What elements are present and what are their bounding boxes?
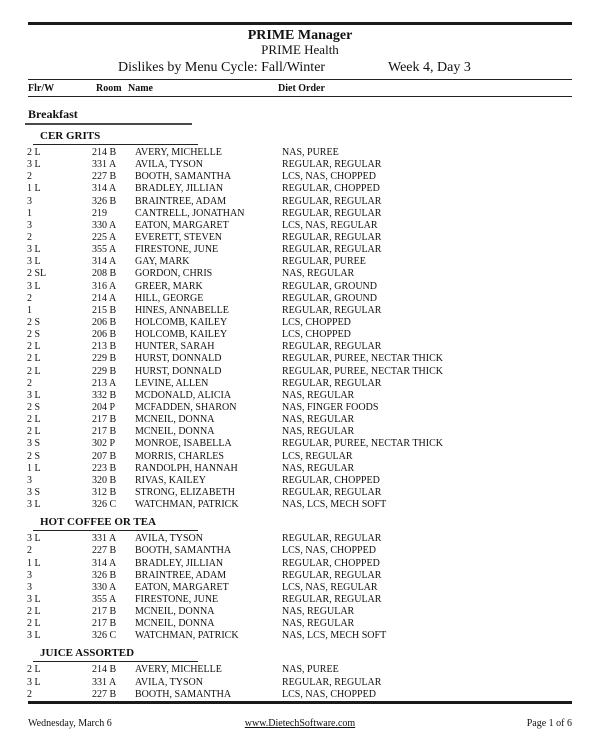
top-rule (28, 22, 572, 25)
cell-name: WATCHMAN, PATRICK (135, 630, 239, 642)
cell-flr-w: 2 (27, 377, 32, 389)
cell-diet-order: REGULAR, REGULAR (282, 231, 382, 243)
sections (28, 130, 572, 701)
cell-flr-w: 3 L (27, 389, 41, 401)
cell-name: BRAINTREE, ADAM (135, 569, 227, 581)
table-row (28, 256, 572, 268)
cell-flr-w: 2 L (27, 414, 41, 426)
table-row (28, 281, 572, 293)
cell-flr-w: 2 L (27, 618, 41, 630)
table-row (28, 341, 572, 353)
cell-room: 225 A (92, 231, 117, 243)
cell-diet-order: NAS, REGULAR (282, 389, 355, 401)
cell-diet-order: REGULAR, REGULAR (282, 593, 382, 605)
cell-diet-order: REGULAR, PUREE (282, 256, 366, 268)
table-row (28, 232, 572, 244)
cell-diet-order: REGULAR, CHOPPED (282, 183, 380, 195)
cell-room: 331 A (92, 533, 117, 545)
cell-flr-w: 2 S (27, 401, 41, 413)
cell-flr-w: 2 (27, 171, 32, 183)
meal-block (28, 107, 572, 125)
table-row (28, 147, 572, 159)
cell-diet-order: NAS, REGULAR (282, 268, 355, 280)
table-row (28, 208, 572, 220)
cell-diet-order: REGULAR, REGULAR (282, 486, 382, 498)
cell-room: 316 A (92, 280, 117, 292)
table-row (28, 677, 572, 689)
cell-room: 326 B (92, 569, 117, 581)
cell-room: 312 B (92, 486, 117, 498)
cell-room: 207 B (92, 450, 117, 462)
cell-room: 330 A (92, 581, 117, 593)
cell-diet-order: REGULAR, CHOPPED (282, 557, 380, 569)
cell-flr-w: 2 L (27, 147, 41, 158)
cell-name: WATCHMAN, PATRICK (135, 499, 239, 511)
cell-name: MCNEIL, DONNA (135, 426, 215, 438)
cell-room: 227 B (92, 688, 117, 700)
footer-website-link[interactable]: www.DietechSoftware.com (244, 718, 356, 729)
meal-underline (25, 123, 192, 125)
cell-flr-w: 1 (27, 304, 32, 316)
cell-diet-order: NAS, LCS, MECH SOFT (282, 499, 387, 511)
cell-flr-w: 3 (27, 581, 32, 593)
table-row (28, 463, 572, 475)
cell-name: HUNTER, SARAH (135, 341, 215, 353)
cell-flr-w: 3 L (27, 159, 41, 171)
cell-flr-w: 2 L (27, 365, 41, 377)
cell-flr-w: 2 L (27, 606, 41, 618)
cell-diet-order: REGULAR, PUREE, NECTAR THICK (282, 438, 443, 450)
cell-name: CANTRELL, JONATHAN (135, 207, 245, 219)
cell-flr-w: 2 L (27, 664, 41, 676)
cell-flr-w: 3 L (27, 499, 41, 511)
app-title: PRIME Manager (247, 28, 353, 43)
cell-name: LEVINE, ALLEN (135, 377, 209, 389)
table-row (28, 378, 572, 390)
cell-flr-w: 3 (27, 474, 32, 486)
cell-diet-order: REGULAR, CHOPPED (282, 474, 380, 486)
column-header-name: Name (128, 83, 153, 94)
table-row (28, 196, 572, 208)
cell-diet-order: LCS, NAS, CHOPPED (282, 688, 376, 700)
table-row (28, 570, 572, 582)
cell-diet-order: REGULAR, REGULAR (282, 569, 382, 581)
meal-title: Breakfast (28, 107, 78, 121)
cell-diet-order: LCS, NAS, CHOPPED (282, 171, 376, 183)
table-row (28, 558, 572, 570)
cell-name: EATON, MARGARET (135, 581, 229, 593)
cell-name: AVILA, TYSON (135, 159, 203, 171)
menu-item-underline (33, 530, 198, 531)
cell-diet-order: LCS, REGULAR (282, 450, 353, 462)
table-row (28, 606, 572, 618)
cell-diet-order: NAS, REGULAR (282, 606, 355, 618)
cell-diet-order: NAS, REGULAR (282, 426, 355, 438)
table-row (28, 475, 572, 487)
cell-name: AVERY, MICHELLE (135, 147, 222, 158)
cell-name: HOLCOMB, KAILEY (135, 329, 228, 341)
cell-room: 215 B (92, 304, 117, 316)
cell-room: 314 A (92, 557, 117, 569)
table-row (28, 664, 572, 676)
cell-room: 206 B (92, 316, 117, 328)
table-row (28, 353, 572, 365)
cell-room: 314 A (92, 256, 117, 268)
cell-flr-w: 3 L (27, 256, 41, 268)
table-row (28, 366, 572, 378)
section-rows (28, 147, 572, 511)
table-row (28, 244, 572, 256)
cell-name: RIVAS, KAILEY (135, 474, 206, 486)
cell-room: 204 P (92, 401, 116, 413)
cell-name: BOOTH, SAMANTHA (135, 545, 232, 557)
footer-date: Wednesday, March 6 (28, 718, 112, 729)
column-header-room: Room (96, 83, 122, 94)
cell-diet-order: NAS, REGULAR (282, 618, 355, 630)
cell-name: BRADLEY, JILLIAN (135, 557, 224, 569)
table-row (28, 268, 572, 280)
cell-room: 332 B (92, 389, 117, 401)
cell-room: 229 B (92, 353, 117, 365)
table-row (28, 438, 572, 450)
table-row (28, 402, 572, 414)
cell-flr-w: 1 (27, 207, 32, 219)
menu-item-section (28, 516, 572, 642)
cell-room: 214 B (92, 147, 117, 158)
cell-flr-w: 2 SL (27, 268, 47, 280)
cell-name: BOOTH, SAMANTHA (135, 171, 232, 183)
cell-name: AVERY, MICHELLE (135, 664, 222, 676)
cell-flr-w: 3 S (27, 438, 41, 450)
cell-flr-w: 2 (27, 545, 32, 557)
menu-item-underline (33, 144, 198, 145)
cell-flr-w: 1 L (27, 183, 41, 195)
cell-diet-order: LCS, NAS, CHOPPED (282, 545, 376, 557)
cell-room: 213 B (92, 341, 117, 353)
cell-diet-order: LCS, NAS, REGULAR (282, 581, 378, 593)
cell-diet-order: REGULAR, REGULAR (282, 304, 382, 316)
cell-diet-order: LCS, NAS, REGULAR (282, 219, 378, 231)
table-row (28, 689, 572, 701)
table-row (28, 630, 572, 642)
cell-name: HURST, DONNALD (135, 365, 222, 377)
cell-diet-order: REGULAR, REGULAR (282, 207, 382, 219)
cell-room: 217 B (92, 618, 117, 630)
cell-room: 223 B (92, 462, 117, 474)
cell-room: 314 A (92, 183, 117, 195)
cell-diet-order: REGULAR, REGULAR (282, 244, 382, 256)
cell-diet-order: REGULAR, REGULAR (282, 341, 382, 353)
cell-flr-w: 1 L (27, 557, 41, 569)
cell-diet-order: NAS, PUREE (282, 147, 339, 158)
menu-item-section (28, 647, 572, 700)
cell-room: 214 B (92, 664, 117, 676)
facility-name: PRIME Health (261, 42, 339, 57)
cell-diet-order: REGULAR, GROUND (282, 280, 377, 292)
cell-room: 214 A (92, 292, 117, 304)
cell-flr-w: 3 (27, 195, 32, 207)
table-row (28, 618, 572, 630)
cell-room: 326 C (92, 499, 117, 511)
cell-name: HILL, GEORGE (135, 292, 204, 304)
table-row (28, 329, 572, 341)
cell-flr-w: 1 L (27, 462, 41, 474)
table-row (28, 171, 572, 183)
cell-name: MCNEIL, DONNA (135, 606, 215, 618)
table-row (28, 305, 572, 317)
table-row (28, 487, 572, 499)
footer-rule (28, 701, 572, 704)
cell-diet-order: REGULAR, REGULAR (282, 195, 382, 207)
cell-name: HURST, DONNALD (135, 353, 222, 365)
cell-room: 213 A (92, 377, 117, 389)
cell-name: AVILA, TYSON (135, 676, 203, 688)
footer-page-number: Page 1 of 6 (526, 718, 572, 729)
section-rows (28, 664, 572, 700)
menu-item-title: CER GRITS (40, 130, 101, 142)
cell-name: MORRIS, CHARLES (135, 450, 224, 462)
table-row (28, 183, 572, 195)
cell-flr-w: 2 L (27, 341, 41, 353)
cell-name: HINES, ANNABELLE (135, 304, 229, 316)
cell-room: 217 B (92, 414, 117, 426)
cell-room: 227 B (92, 171, 117, 183)
cell-room: 331 A (92, 676, 117, 688)
cell-diet-order: REGULAR, REGULAR (282, 159, 382, 171)
cell-name: GORDON, CHRIS (135, 268, 213, 280)
column-header-flrw: Flr/W (28, 83, 55, 94)
menu-item-underline (33, 661, 198, 662)
week-day-label: Week 4, Day 3 (388, 60, 471, 75)
cell-diet-order: LCS, CHOPPED (282, 329, 351, 341)
header-rule-bottom (28, 96, 572, 97)
report-content (0, 22, 600, 701)
cell-name: RANDOLPH, HANNAH (135, 462, 238, 474)
cell-flr-w: 2 L (27, 353, 41, 365)
cell-flr-w: 3 L (27, 280, 41, 292)
menu-item-title: JUICE ASSORTED (40, 647, 135, 660)
cell-room: 208 B (92, 268, 117, 280)
cell-flr-w: 3 S (27, 486, 41, 498)
cell-room: 227 B (92, 545, 117, 557)
cell-name: BOOTH, SAMANTHA (135, 688, 232, 700)
cell-room: 331 A (92, 159, 117, 171)
cell-room: 330 A (92, 219, 117, 231)
cell-name: MCDONALD, ALICIA (135, 389, 232, 401)
table-row (28, 499, 572, 511)
cell-name: STRONG, ELIZABETH (135, 486, 235, 498)
cell-diet-order: NAS, PUREE (282, 664, 339, 676)
cell-name: GAY, MARK (135, 256, 190, 268)
cell-flr-w: 2 L (27, 426, 41, 438)
cell-name: FIRESTONE, JUNE (135, 244, 219, 256)
cell-name: HOLCOMB, KAILEY (135, 316, 228, 328)
cell-name: AVILA, TYSON (135, 533, 203, 545)
cell-room: 355 A (92, 244, 117, 256)
table-row (28, 220, 572, 232)
table-row (28, 451, 572, 463)
cell-diet-order: NAS, FINGER FOODS (282, 401, 379, 413)
cell-room: 302 P (92, 438, 116, 450)
cell-room: 326 C (92, 630, 117, 642)
cell-diet-order: REGULAR, PUREE, NECTAR THICK (282, 353, 443, 365)
cell-name: MCNEIL, DONNA (135, 414, 215, 426)
cell-name: EATON, MARGARET (135, 219, 229, 231)
cell-flr-w: 2 (27, 292, 32, 304)
menu-item-section (28, 130, 572, 511)
cell-name: FIRESTONE, JUNE (135, 593, 219, 605)
cell-diet-order: LCS, CHOPPED (282, 316, 351, 328)
table-row (28, 594, 572, 606)
table-row (28, 545, 572, 557)
table-row (28, 317, 572, 329)
column-header-diet-order: Diet Order (278, 83, 325, 94)
cell-diet-order: REGULAR, REGULAR (282, 676, 382, 688)
cell-name: MCNEIL, DONNA (135, 618, 215, 630)
cell-name: BRAINTREE, ADAM (135, 195, 227, 207)
cell-room: 206 B (92, 329, 117, 341)
menu-item-title: HOT COFFEE OR TEA (40, 516, 157, 529)
cell-flr-w: 3 L (27, 244, 41, 256)
table-row (28, 582, 572, 594)
cell-name: BRADLEY, JILLIAN (135, 183, 224, 195)
cell-flr-w: 2 S (27, 329, 41, 341)
cell-flr-w: 2 (27, 231, 32, 243)
cell-flr-w: 3 L (27, 630, 41, 642)
cell-flr-w: 2 S (27, 316, 41, 328)
cell-flr-w: 3 L (27, 533, 41, 545)
table-row (28, 293, 572, 305)
cell-flr-w: 3 (27, 569, 32, 581)
cell-name: MCFADDEN, SHARON (135, 401, 237, 413)
report-subtitle-row (28, 57, 572, 79)
section-rows (28, 533, 572, 642)
table-row (28, 390, 572, 402)
column-header-row (28, 80, 572, 96)
table-row (28, 159, 572, 171)
cell-flr-w: 3 L (27, 593, 41, 605)
table-row (28, 426, 572, 438)
cell-room: 229 B (92, 365, 117, 377)
cell-diet-order: NAS, REGULAR (282, 462, 355, 474)
cell-diet-order: NAS, REGULAR (282, 414, 355, 426)
table-row (28, 533, 572, 545)
cell-room: 355 A (92, 593, 117, 605)
cell-diet-order: REGULAR, REGULAR (282, 533, 382, 545)
cell-room: 219 (92, 207, 107, 219)
cell-room: 320 B (92, 474, 117, 486)
cell-diet-order: REGULAR, REGULAR (282, 377, 382, 389)
cell-flr-w: 2 (27, 688, 32, 700)
cell-flr-w: 3 (27, 219, 32, 231)
cell-name: MONROE, ISABELLA (135, 438, 232, 450)
cell-flr-w: 3 L (27, 676, 41, 688)
cell-diet-order: NAS, LCS, MECH SOFT (282, 630, 387, 642)
table-row (28, 414, 572, 426)
cell-name: EVERETT, STEVEN (135, 231, 223, 243)
cell-name: GREER, MARK (135, 280, 203, 292)
cell-room: 217 B (92, 426, 117, 438)
cell-diet-order: REGULAR, GROUND (282, 292, 377, 304)
cell-room: 217 B (92, 606, 117, 618)
footer (28, 718, 572, 729)
report-title: Dislikes by Menu Cycle: Fall/Winter (118, 60, 326, 75)
cell-diet-order: REGULAR, PUREE, NECTAR THICK (282, 365, 443, 377)
cell-room: 326 B (92, 195, 117, 207)
cell-flr-w: 2 S (27, 450, 41, 462)
